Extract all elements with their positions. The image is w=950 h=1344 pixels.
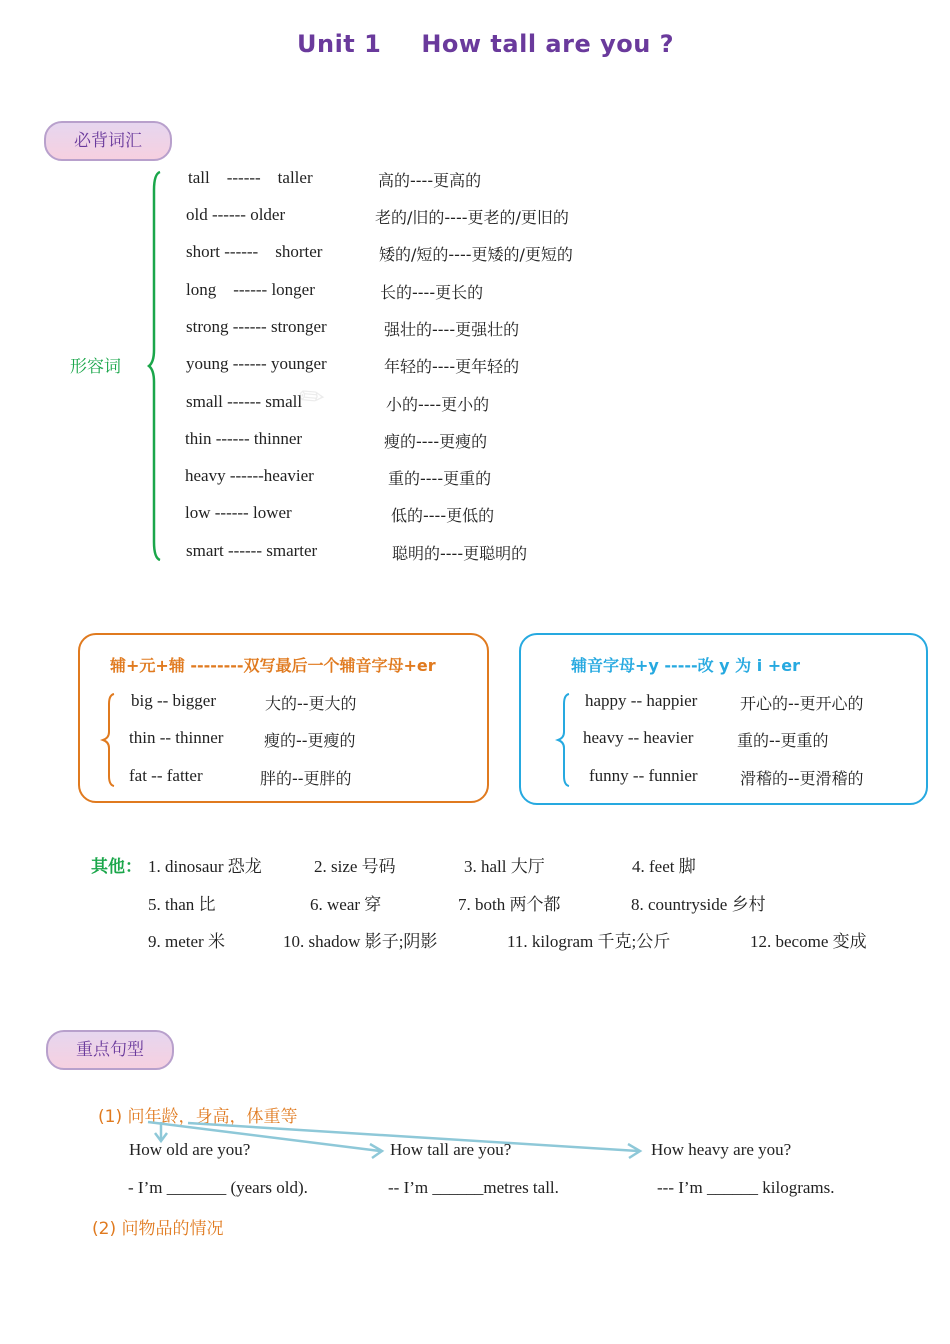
word-en: short ------ shorter [186,242,323,261]
rule-item-cn: 大的--更大的 [265,694,357,713]
other-word: 5. than 比 [148,895,216,914]
rule-item-en: funny -- funnier [589,766,698,785]
rule-heading: 辅音字母+y -----改 y 为 i +er [571,656,800,675]
subheading-1: (1) 问年龄，身高，体重等 [98,1107,298,1127]
other-word: 8. countryside 乡村 [631,895,766,914]
rule-item-cn: 开心的--更开心的 [740,694,864,713]
word-cn: 瘦的----更瘦的 [384,432,488,451]
word-en: strong ------ stronger [186,317,327,336]
section-pill-sentences: 重点句型 [46,1030,174,1070]
word-en: small ------ small [186,392,303,411]
unit-question: How tall are you ? [421,30,675,58]
rule-item-cn: 瘦的--更瘦的 [264,731,356,750]
rule-item-en: thin -- thinner [129,728,224,747]
other-word: 2. size 号码 [314,857,396,876]
others-label: 其他： [91,857,142,877]
word-en: heavy ------heavier [185,466,314,485]
rule-item-cn: 胖的--更胖的 [260,769,352,788]
rule-item-en: heavy -- heavier [583,728,694,747]
other-word: 3. hall 大厅 [464,857,545,876]
answer: -- I’m ______metres tall. [388,1178,559,1197]
section-pill-vocabulary: 必背词汇 [44,121,172,161]
word-cn: 年轻的----更年轻的 [384,357,520,376]
other-word: 11. kilogram 千克;公斤 [507,932,671,951]
word-en: old ------ older [186,205,286,224]
other-word: 7. both 两个都 [458,895,561,914]
question: How old are you? [129,1140,251,1159]
other-word: 4. feet 脚 [632,857,696,876]
word-cn: 矮的/短的----更矮的/更短的 [379,245,573,264]
watermark: ✎ [291,376,334,419]
unit-label: Unit 1 [297,30,382,58]
word-cn: 低的----更低的 [391,506,495,525]
category-label: 形容词 [70,357,121,377]
other-word: 9. meter 米 [148,932,225,951]
word-en: young ------ younger [186,354,327,373]
rule-item-en: happy -- happier [585,691,698,710]
word-cn: 重的----更重的 [388,469,492,488]
other-word: 1. dinosaur 恐龙 [148,857,262,876]
question: How tall are you? [390,1140,512,1159]
answer: - I’m _______ (years old). [128,1178,308,1197]
other-word: 6. wear 穿 [310,895,382,914]
word-en: smart ------ smarter [186,541,318,560]
word-cn: 小的----更小的 [386,395,490,414]
word-cn: 聪明的----更聪明的 [392,544,528,563]
word-cn: 强壮的----更强壮的 [384,320,520,339]
word-en: low ------ lower [185,503,292,522]
question: How heavy are you? [651,1140,792,1159]
word-en: tall ------ taller [188,168,313,187]
answer: --- I’m ______ kilograms. [657,1178,835,1197]
subheading-2: (2) 问物品的情况 [92,1219,224,1239]
rule-item-cn: 滑稽的--更滑稽的 [740,769,864,788]
word-en: long ------ longer [186,280,315,299]
rule-item-cn: 重的--更重的 [737,731,829,750]
word-cn: 高的----更高的 [378,171,482,190]
rule-item-en: fat -- fatter [129,766,203,785]
rule-item-en: big -- bigger [131,691,216,710]
rule-heading: 辅+元+辅 --------双写最后一个辅音字母+er [110,656,436,675]
word-en: thin ------ thinner [185,429,303,448]
word-cn: 长的----更长的 [380,283,484,302]
other-word: 10. shadow 影子;阴影 [283,932,438,951]
word-cn: 老的/旧的----更老的/更旧的 [375,208,569,227]
other-word: 12. become 变成 [750,932,867,951]
